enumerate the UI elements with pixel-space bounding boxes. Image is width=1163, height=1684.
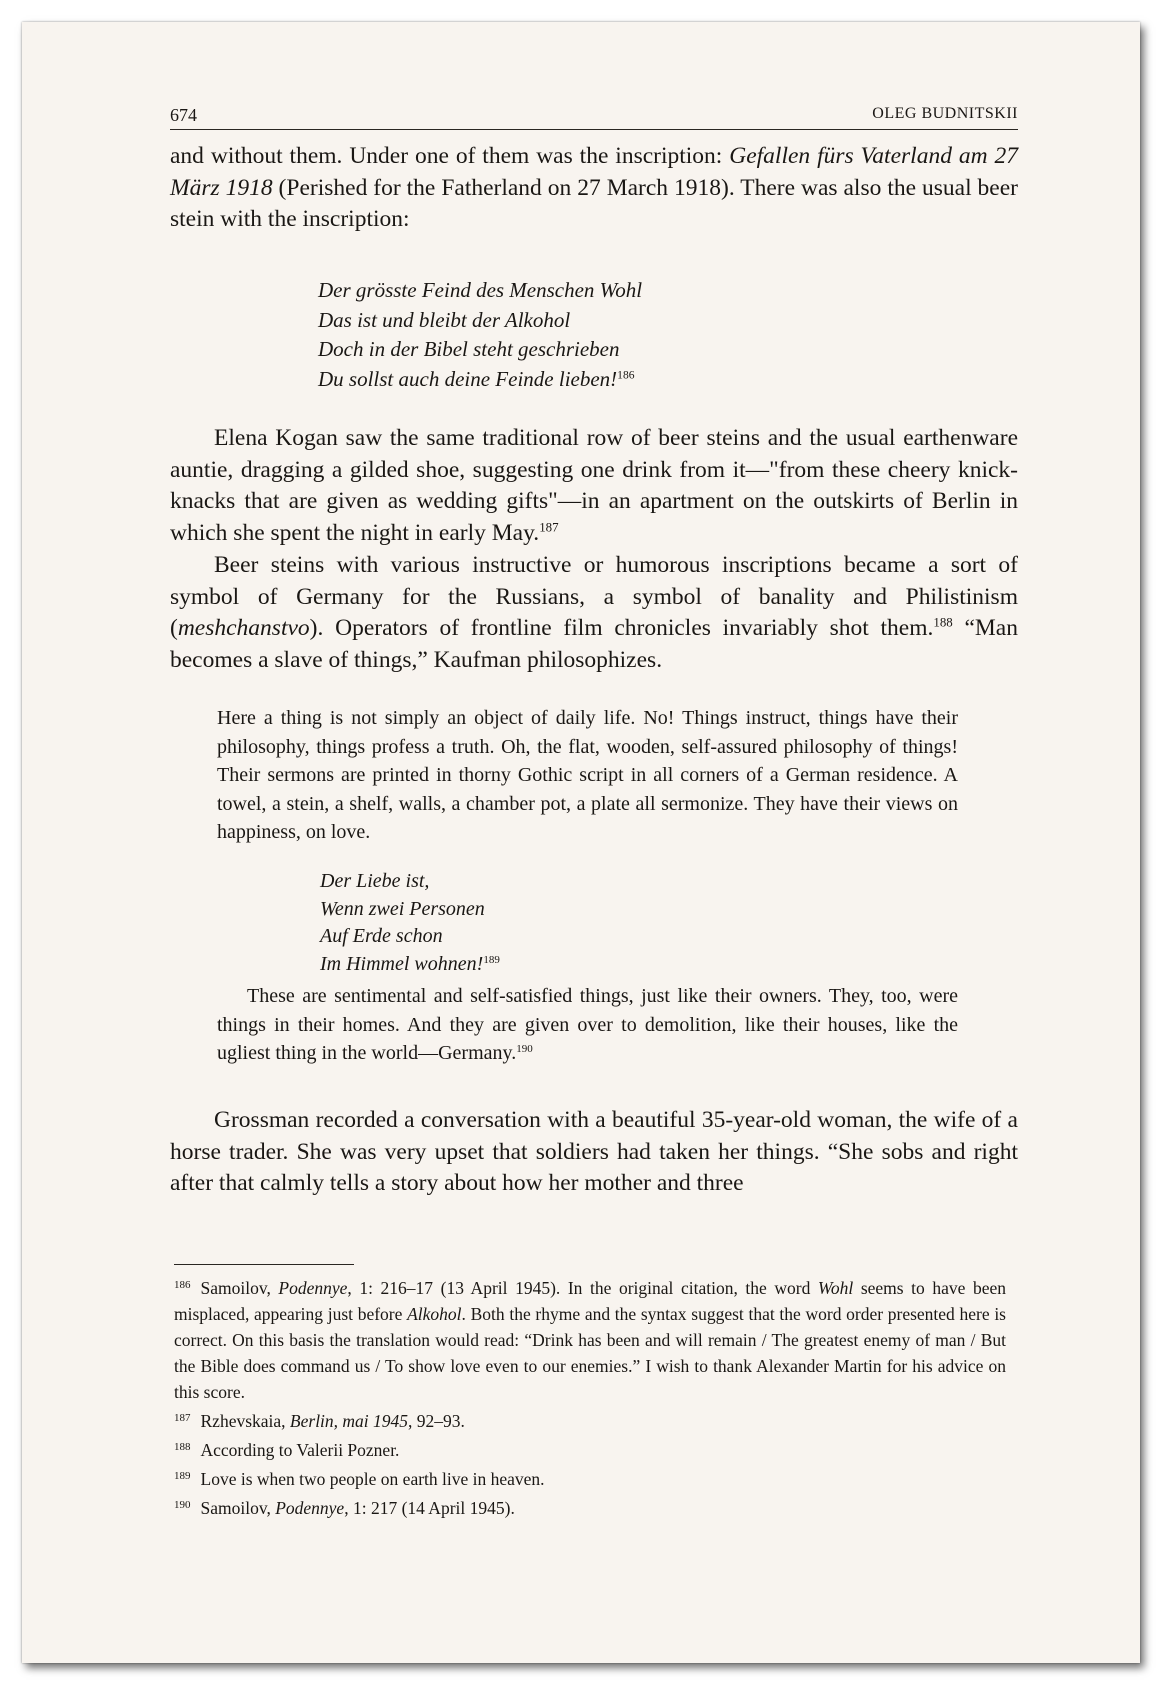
paragraph-4: Grossman recorded a conversation with a beautiful 35-year-old woman, the wife of a horse trader. She was very upset that soldiers had taken her things. “She sobs and right after that calmly tells a story about how her mother and three — [170, 1107, 1018, 1196]
para3-text: Beer steins with various instructive or humorous inscriptions became a sort of symbol of Germany for the Russians, a symbol of banality and Philistinism ( — [170, 552, 1018, 641]
verse-line: Das ist und bleibt der Alkohol — [318, 307, 571, 332]
verse-line — [318, 365, 642, 395]
footnote-text: According to Valerii Pozner. — [200, 1440, 400, 1461]
verse-line: Wenn zwei Personen — [320, 897, 485, 920]
page-number: 674 — [170, 105, 197, 125]
verse-last-line-text: Du sollst auch deine Feinde lieben! — [318, 366, 618, 391]
para3-italic-term: meshchanstvo — [177, 615, 310, 641]
footnote-text: , 1: 217 (14 April 1945). — [344, 1498, 515, 1519]
verse-line: Der Liebe ist, — [320, 870, 430, 892]
footnote-italic-text: Berlin, mai 1945 — [289, 1411, 409, 1432]
footnote-italic-text: Alkohol — [407, 1304, 462, 1325]
footnote-text: Samoilov, — [200, 1278, 279, 1299]
footnote-number: 190 — [174, 1499, 191, 1512]
footnote-text: Rzhevskaia, — [200, 1411, 290, 1432]
footnote-rule — [174, 1264, 354, 1265]
footnote-italic-text: Podennye — [278, 1278, 348, 1299]
para1-text-cont: (Perished for the Fatherland on 27 March 1918). There was also the usual beer stein with the inscription: — [170, 174, 1018, 232]
footnote-number: 187 — [174, 1412, 191, 1425]
para1-italic-inscription: Gefallen fürs Vaterland am 27 März 1918 — [170, 143, 1018, 201]
footnote-ref[interactable]: 187 — [539, 519, 559, 535]
footnote-text: . Both the rhyme and the syntax suggest that the word order presented here is correct. On this basis the translation would read: “Drink has been and will remain / The greatest enemy of man / But the Bible does command us / To show love even to our enemies.” I wish to thank Alexander Martin for his advice on this score. — [174, 1304, 1006, 1403]
page-header — [170, 103, 1018, 130]
verse-2 — [320, 868, 500, 978]
footnote-186 — [174, 1272, 1006, 1405]
footnote-text: , 1: 216–17 (13 April 1945). In the original citation, the word — [347, 1278, 818, 1299]
para1-text: and without them. Under one of them was the inscription: — [170, 143, 730, 169]
block-quote-para-1: Here a thing is not simply an object of daily life. No! Things instruct, things have their philosophy, things profess a truth. Oh, the flat, wooden, self-assured philosophy of things! Their sermons are printed in thorny Gothic script in all corners of a German residence. A towel, a stein, a shelf, walls, a chamber pot, a plate all sermonize. They have their views on happiness, on love. — [217, 707, 958, 843]
footnote-ref[interactable]: 186 — [617, 369, 635, 381]
footnote-number: 188 — [174, 1441, 191, 1454]
verse-line: Doch in der Bibel steht geschrieben — [318, 337, 620, 361]
paragraph-3 — [170, 550, 1018, 676]
footnote-italic-text: Podennye — [275, 1498, 345, 1519]
paragraph-1 — [170, 141, 1018, 236]
footnote-188 — [174, 1434, 1006, 1463]
verse-last-line-text: Im Himmel wohnen! — [320, 952, 484, 975]
para3-text-end: “Man becomes a slave of things,” Kaufman philosophizes. — [170, 615, 1018, 673]
running-head: OLEG BUDNITSKII — [872, 105, 1018, 122]
footnote-text: Samoilov, — [200, 1498, 276, 1519]
footnote-ref[interactable]: 189 — [483, 953, 500, 966]
para2-text: Elena Kogan saw the same traditional row of beer steins and the usual earthenware auntie, dragging a gilded shoe, suggesting one drink from it—"from these cheery knick-knacks that are given as wedding gifts"—in an apartment on the outskirts of Berlin in which she spent the night in early May. — [170, 425, 1018, 546]
verse-1 — [318, 276, 642, 394]
verse-line: Der grösste Feind des Menschen Wohl — [318, 278, 643, 302]
footnote-italic-text: Wohl — [817, 1278, 854, 1299]
footnotes — [174, 1272, 1006, 1521]
para3-text-cont: ). Operators of frontline film chronicles invariably shot them. — [309, 615, 934, 641]
paragraph-2 — [170, 423, 1018, 549]
verse-line: Auf Erde schon — [320, 925, 443, 947]
block-quote-para-2 — [217, 982, 958, 1068]
footnote-189 — [174, 1463, 1006, 1492]
footnote-text: , 92–93. — [408, 1411, 465, 1432]
footnote-text: seems to have been misplaced, appearing just before — [174, 1278, 1007, 1325]
footnote-number: 189 — [174, 1470, 191, 1483]
footnote-190 — [174, 1492, 1006, 1521]
footnote-text: Love is when two people on earth live in heaven. — [200, 1469, 545, 1490]
verse-line — [320, 951, 500, 979]
footnote-ref[interactable]: 190 — [516, 1042, 533, 1055]
footnote-187 — [174, 1405, 1006, 1434]
footnote-number: 186 — [174, 1279, 191, 1291]
footnote-ref[interactable]: 188 — [933, 614, 953, 630]
quote-para2-text: These are sentimental and self-satisfied things, just like their owners. They, too, were things in their homes. And they are given over to demolition, like their houses, like the ugliest thing in the world—Germany. — [217, 985, 958, 1064]
